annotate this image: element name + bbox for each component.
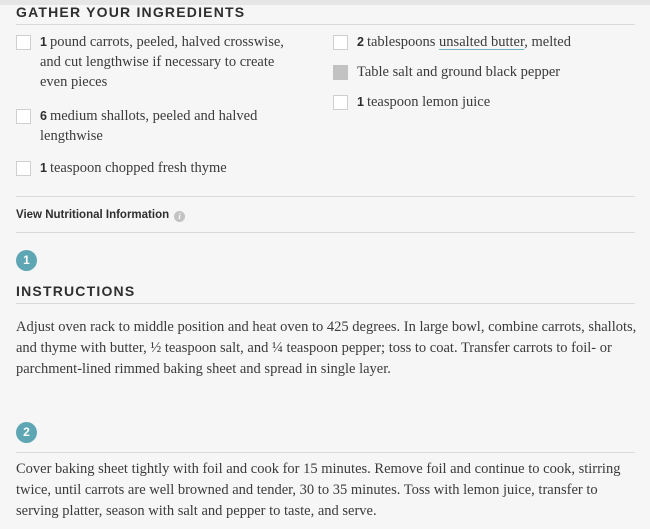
ingredients-divider <box>16 24 635 25</box>
step-1-text: Adjust oven rack to middle position and heat oven to 425 degrees. In large bowl, combine carrots, shallots, and thyme with butter, ½ teaspoon salt, and ¼ teaspoon pepper; toss to coat. Transfer carrots to foil- or parchment-lined rimmed baking sheet and spread in single layer. <box>16 319 637 377</box>
ingredient-checkbox-lemon[interactable] <box>333 95 348 110</box>
ingredient-lemon <box>357 92 642 112</box>
ingredient-label: Table salt and ground black pepper <box>357 64 561 80</box>
nutrition-bottom-divider <box>16 232 635 233</box>
ingredient-label: tablespoons <box>366 34 440 50</box>
step-number-badge-2: 2 <box>16 422 37 443</box>
instructions-heading: INSTRUCTIONS <box>16 283 136 299</box>
ingredient-salt-pepper <box>357 62 642 82</box>
ingredients-heading: GATHER YOUR INGREDIENTS <box>16 4 246 20</box>
ingredient-qty: 1 <box>40 35 47 49</box>
ingredient-label: teaspoon lemon juice <box>366 94 491 110</box>
unsalted-butter-link[interactable]: unsalted butter <box>439 34 525 50</box>
ingredient-checkbox-shallots[interactable] <box>16 109 31 124</box>
ingredient-thyme <box>40 158 310 178</box>
step-2-divider <box>16 452 635 453</box>
ingredient-qty: 1 <box>357 95 364 109</box>
ingredient-carrots <box>40 32 295 92</box>
step-2-text: Cover baking sheet tightly with foil and cook for 15 minutes. Remove foil and continue to cook, stirring twice, until carrots are well browned and tender, 30 to 35 minutes. Toss with lemon juice, transfer to serving platter, season with salt and pepper to taste, and serve. <box>16 461 621 519</box>
view-nutrition-link[interactable] <box>16 209 185 222</box>
ingredient-checkbox-butter[interactable] <box>333 35 348 50</box>
ingredient-label-suffix: , melted <box>524 34 571 50</box>
ingredient-label: pound carrots, peeled, halved crosswise, and cut lengthwise if necessary to create even pieces <box>40 34 284 90</box>
ingredient-label: teaspoon chopped fresh thyme <box>49 160 227 176</box>
ingredient-qty: 1 <box>40 161 47 175</box>
ingredient-checkbox-carrots[interactable] <box>16 35 31 50</box>
instructions-divider <box>16 303 635 304</box>
ingredient-qty: 6 <box>40 109 47 123</box>
info-icon[interactable]: i <box>174 211 185 222</box>
ingredient-butter <box>357 32 642 52</box>
view-nutrition-label: View Nutritional Information <box>16 209 170 221</box>
ingredient-shallots <box>40 106 305 146</box>
ingredient-checkbox-salt-pepper[interactable] <box>333 65 348 80</box>
nutrition-top-divider <box>16 196 635 197</box>
step-number-badge-1: 1 <box>16 250 37 271</box>
ingredient-label: medium shallots, peeled and halved lengthwise <box>40 108 258 144</box>
ingredient-checkbox-thyme[interactable] <box>16 161 31 176</box>
ingredient-qty: 2 <box>357 35 364 49</box>
